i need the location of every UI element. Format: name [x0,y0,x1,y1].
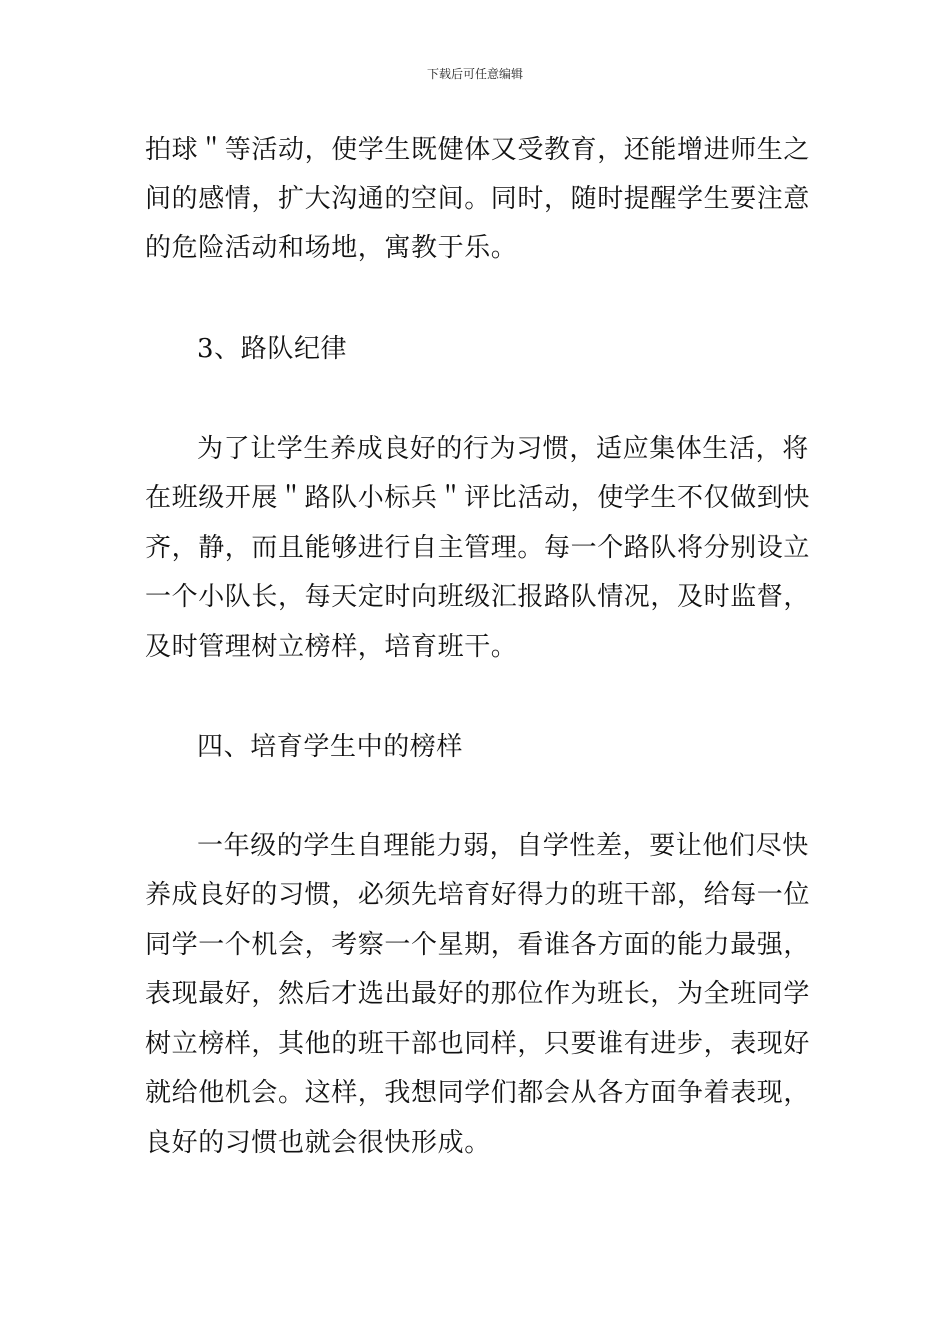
text-line: 一个小队长，每天定时向班级汇报路队情况，及时监督， [145,582,811,612]
text-line: 表现最好，然后才选出最好的那位作为班长，为全班同学 [145,979,811,1009]
text-line: 一年级的学生自理能力弱，自学性差，要让他们尽快 [197,831,809,861]
section-heading-road-team: 3、路队纪律 [197,334,348,364]
text-line: 就给他机会。这样，我想同学们都会从各方面争着表现， [145,1078,811,1108]
text-line: 间的感情，扩大沟通的空间。同时，随时提醒学生要注意 [145,184,811,214]
text-line: 养成良好的习惯，必须先培育好得力的班干部，给每一位 [145,880,811,910]
page-header-note: 下载后可任意编辑 [426,67,523,81]
section-heading-role-models: 四、培育学生中的榜样 [197,732,464,762]
text-line: 树立榜样，其他的班干部也同样，只要谁有进步，表现好 [145,1029,811,1059]
text-line: 同学一个机会，考察一个星期，看谁各方面的能力最强， [145,930,811,960]
text-line: 在班级开展＂路队小标兵＂评比活动，使学生不仅做到快 [145,483,811,513]
text-line: 及时管理树立榜样，培育班干。 [145,632,518,662]
text-line: 齐，静，而且能够进行自主管理。每一个路队将分别设立 [145,533,811,563]
text-line: 的危险活动和场地，寓教于乐。 [145,233,518,263]
text-line: 拍球＂等活动，使学生既健体又受教育，还能增进师生之 [145,135,811,165]
text-line: 良好的习惯也就会很快形成。 [145,1128,491,1158]
text-line: 为了让学生养成良好的行为习惯，适应集体生活，将 [197,434,809,464]
